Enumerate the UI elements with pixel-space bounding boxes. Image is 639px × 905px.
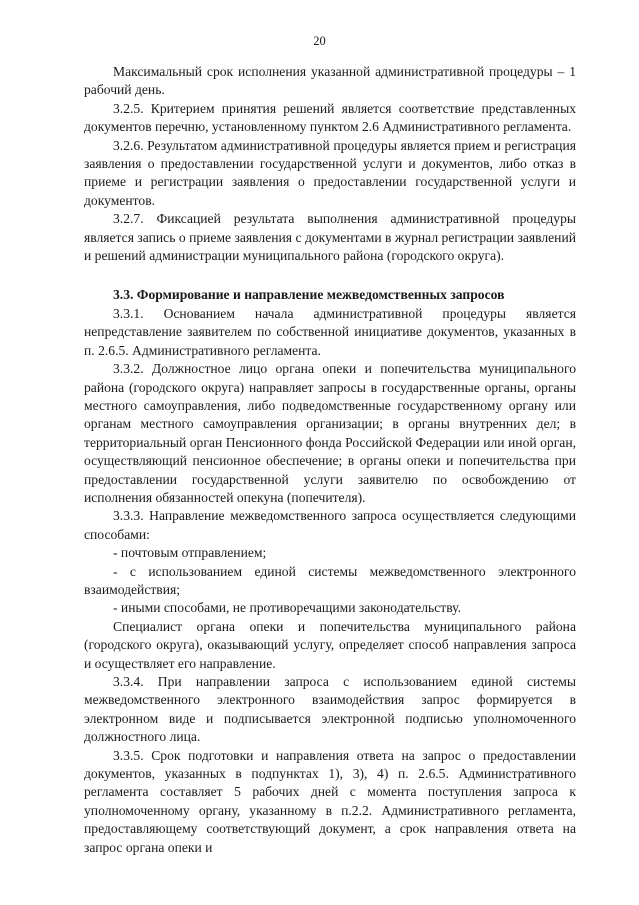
- section-heading-3-3: 3.3. Формирование и направление межведомственных запросов: [113, 287, 505, 303]
- paragraph-3-3-2: 3.3.2. Должностное лицо органа опеки и попечительства муниципального района (городского округа) направляет запросы в государственные органы, органы местного самоуправления, либо подведомственные государственному органу или органам местного самоуправления организации; в органы внутренних дел; в территориальный орган Пенсионного фонда Российской Федерации или иной орган, осуществляющий пенсионное обеспечение; в органы опеки и попечительства при предоставлении государственной услуги заявителю по освобождению от исполнения обязанностей опекуна (попечителя).: [84, 361, 576, 505]
- paragraph-3-2-5: 3.2.5. Критерием принятия решений является соответствие представленных документов перечню, установленному пунктом 2.6 Административного регламента.: [84, 100, 576, 135]
- paragraph-specialist: Специалист органа опеки и попечительства муниципального района (городского округа), оказывающий услугу, определяет способ направления запроса и осуществляет его направление.: [84, 618, 576, 671]
- list-item: - иными способами, не противоречащими законодательству.: [113, 600, 462, 616]
- paragraph-3-3-5: 3.3.5. Срок подготовки и направления ответа на запрос о предоставлении документов, указанных в подпунктах 1), 3), 4) п. 2.6.5. Административного регламента составляет 5 рабочих дней с момента поступления запроса к уполномоченному органу, указанному в п.2.2. Административного регламента, предоставляющему соответствующий документ, а срок направления ответа на запрос органа опеки и: [84, 747, 576, 855]
- paragraph-3-3-3: 3.3.3. Направление межведомственного запроса осуществляется следующими способами:: [84, 508, 576, 542]
- paragraph-max-duration: Максимальный срок исполнения указанной административной процедуры – 1 рабочий день.: [84, 64, 576, 98]
- document-body: [84, 63, 576, 857]
- list-item: - с использованием единой системы межведомственного электронного взаимодействия;: [84, 563, 576, 597]
- list-item: - почтовым отправлением;: [113, 545, 267, 561]
- paragraph-3-2-7: 3.2.7. Фиксацией результата выполнения административной процедуры является запись о приеме заявления с документами в журнал регистрации заявлений и решений администрации муниципального района (городского округа).: [84, 211, 576, 264]
- page-number: 20: [313, 34, 326, 48]
- paragraph-3-3-4: 3.3.4. При направлении запроса с использованием единой системы межведомственного электронного взаимодействия запрос формируется в электронном виде и подписывается электронной подписью уполномоченного должностного лица.: [84, 674, 576, 745]
- paragraph-3-2-6: 3.2.6. Результатом административной процедуры является прием и регистрация заявления о предоставлении государственной услуги и документов, либо отказ в приеме и регистрации заявления о предоставлении государственной услуги и документов.: [84, 137, 576, 208]
- paragraph-3-3-1: 3.3.1. Основанием начала административной процедуры является непредставление заявителем по собственной инициативе документов, указанных в п. 2.6.5. Административного регламента.: [84, 305, 576, 358]
